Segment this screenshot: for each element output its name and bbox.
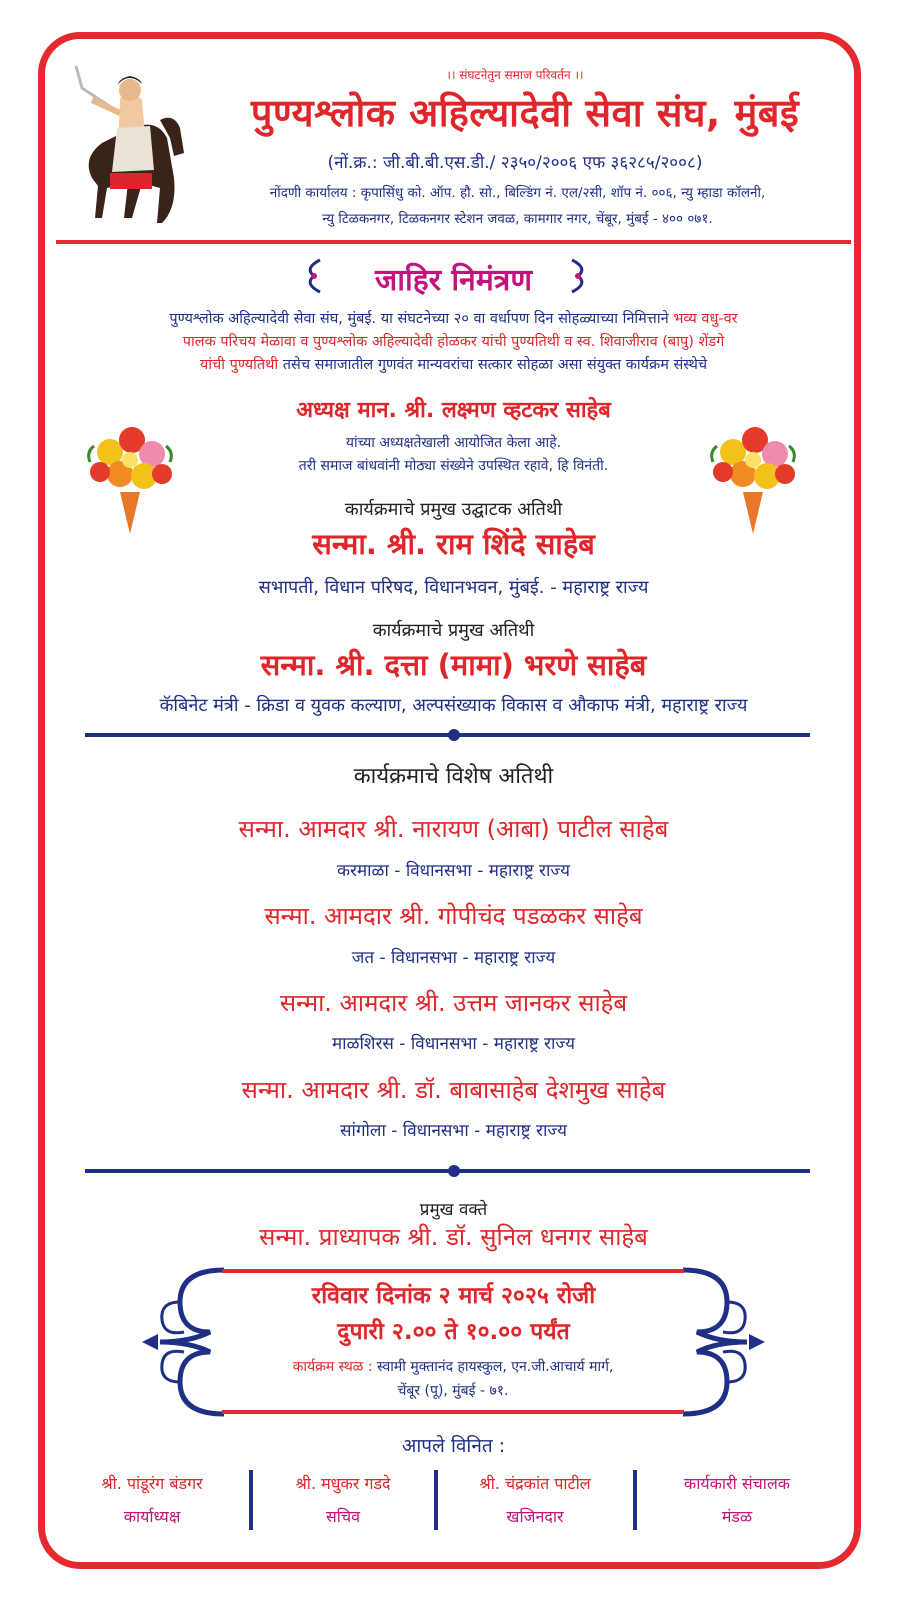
invitation-closing: यांच्या अध्यक्षतेखाली आयोजित केला आहे. तरी समाज बांधवांनी मोठ्या संख्येने उपस्थित रहावे, हि विनंती. (298, 435, 609, 474)
thanks-label: आपले विनित : (401, 1435, 506, 1457)
inaugurator-designation: सभापती, विधान परिषद, विधानभवन, मुंबई. - महाराष्ट्र राज्य (258, 577, 649, 598)
signatory-separator (633, 1470, 637, 1530)
address-line: न्यु टिळकनगर, टिळकनगर स्टेशन जवळ, कामगार नगर, चेंबूर, मुंबई - ४०० ०७१. (322, 211, 713, 227)
signatory-role: खजिनदार (506, 1507, 564, 1526)
special-guest-designation: सांगोला - विधानसभा - महाराष्ट्र राज्य (340, 1121, 567, 1141)
motto: ।। संघटनेतुन समाज परिवर्तन ।। (446, 68, 584, 82)
special-guest-designation: जत - विधानसभा - महाराष्ट्र राज्य (351, 948, 556, 968)
signatory-separator (249, 1470, 253, 1530)
signatory-separator (434, 1470, 438, 1530)
special-guest-name: सन्मा. आमदार श्री. नारायण (आबा) पाटील साहेब (238, 815, 669, 843)
registration-number: (नों.क्र.: जी.बी.बी.एस.डी./ २३५०/२००६ एफ ३६२८५/२००८) (327, 153, 703, 173)
invitation-paragraph: पुण्यश्लोक अहिल्यादेवी सेवा संघ, मुंबई. या संघटनेच्या २० वा वर्धापण दिन सोहळ्याच्या निमित्ताने भव्य वधु-वर पालक परिचय मेळावा व पुण्यश्लोक अहिल्यादेवी होळकर यांची पुण्यतिथी व स्व. शिवाजीराव (बापु) शेंडगे यांची पुण्यतिथी तसेच समाजातील गुणवंत मान्यवरांचा सत्कार सोहळा असा संयुक्त कार्यक्रम संस्थेचे (169, 311, 738, 373)
special-guest-designation: करमाळा - विधानसभा - महाराष्ट्र राज्य (336, 861, 570, 881)
event-date: रविवार दिनांक २ मार्च २०२५ रोजी (311, 1283, 596, 1309)
chief-guest-label: कार्यक्रमाचे प्रमुख अतिथी (372, 620, 535, 641)
signatory (62, 1467, 242, 1533)
special-guest-name: सन्मा. आमदार श्री. उत्तम जानकर साहेब (279, 989, 628, 1017)
venue-label: कार्यक्रम स्थळ : (292, 1359, 373, 1375)
signatory (443, 1467, 627, 1533)
signatory-role: कार्याध्यक्ष (123, 1507, 181, 1526)
speaker-name: सन्मा. प्राध्यापक श्री. डॉ. सुनिल धनगर साहेब (259, 1223, 648, 1251)
right-ornament-icon (566, 258, 592, 294)
venue-line: स्वामी मुक्तानंद हायस्कुल, एन.जी.आचार्य मार्ग, (372, 1359, 614, 1375)
invitation-title: जाहिर निमंत्रण (374, 263, 533, 298)
signatory-role: मंडळ (721, 1507, 753, 1526)
chief-guest-designation: कॅबिनेट मंत्री - क्रिडा व युवक कल्याण, अल्पसंख्याक विकास व औकाफ मंत्री, महाराष्ट्र राज्य (159, 695, 748, 716)
signatory-role: सचिव (325, 1507, 361, 1526)
rider-on-horse-illustration (62, 58, 192, 228)
inaugurator-label: कार्यक्रमाचे प्रमुख उद्घाटक अतिथी (344, 499, 563, 520)
event-time: दुपारी २.०० ते १०.०० पर्यंत (337, 1319, 570, 1345)
special-guest-designation: माळशिरस - विधानसभा - महाराष्ट्र राज्य (332, 1034, 575, 1054)
special-guests-heading: कार्यक्रमाचे विशेष अतिथी (353, 764, 554, 789)
signatory-name: श्री. पांडूरंग बंडगर (101, 1474, 203, 1493)
chief-guest-name: सन्मा. श्री. दत्ता (मामा) भरणे साहेब (260, 648, 647, 682)
special-guest-name: सन्मा. आमदार श्री. गोपीचंद पडळकर साहेब (264, 902, 643, 930)
signatory-name: श्री. मधुकर गडदे (295, 1474, 391, 1493)
special-guest-name: सन्मा. आमदार श्री. डॉ. बाबासाहेब देशमुख साहेब (241, 1076, 666, 1104)
signatory-name: कार्यकारी संचालक (683, 1474, 791, 1493)
event-venue (222, 1355, 684, 1403)
signatory (258, 1467, 428, 1533)
divider-dot (448, 1165, 460, 1177)
speaker-label: प्रमुख वक्ते (419, 1200, 488, 1220)
inaugurator-name: सन्मा. श्री. राम शिंदे साहेब (312, 527, 595, 561)
organization-title: पुण्यश्लोक अहिल्यादेवी सेवा संघ, मुंबई (250, 91, 800, 135)
header-divider (56, 240, 851, 244)
signatory (642, 1467, 832, 1533)
signatory-name: श्री. चंद्रकांत पाटील (479, 1474, 591, 1493)
chairman-name: अध्यक्ष मान. श्री. लक्ष्मण व्हटकर साहेब (296, 398, 611, 423)
divider-dot (448, 729, 460, 741)
venue-line: चेंबूर (पू), मुंबई - ७१. (397, 1383, 509, 1399)
address-line: नोंदणी कार्यालय : कृपासिंधु को. ऑप. हौ. सो., बिल्डिंग नं. एल/२सी, शॉप नं. ००६, न्यु म्हाडा कॉलनी, (269, 185, 766, 201)
office-address (205, 180, 830, 232)
